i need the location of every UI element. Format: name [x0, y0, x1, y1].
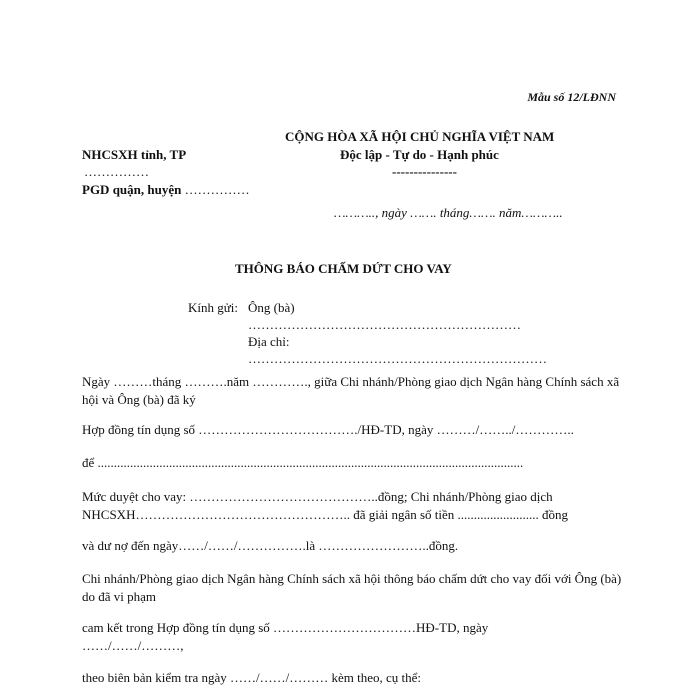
- paragraph-contract-number: Hợp đồng tín dụng số ………………………………./HĐ-TD, ngày ………/……../…………..: [82, 422, 574, 437]
- branch-blank: ……………: [84, 164, 149, 179]
- paragraph-violation-date: ……/……/………,: [82, 638, 184, 653]
- recipient-address-blank: ……………………………………………………………: [248, 351, 547, 366]
- recipient-address-label: Địa chỉ:: [248, 334, 290, 349]
- office-blank: ……………: [184, 182, 250, 197]
- recipient-name-blank: ………………………………………………………: [248, 317, 521, 332]
- office-line: [82, 182, 250, 198]
- recipient-name-label: Ông (bà): [248, 300, 295, 315]
- paragraph-inspection: theo biên bản kiểm tra ngày ……/……/……… kèm theo, cụ thể:: [82, 670, 422, 685]
- office-label: PGD quận, huyện: [82, 182, 182, 197]
- form-code: Mẫu số 12/LĐNN: [527, 90, 616, 104]
- date-line: ……….., ngày ……. tháng……. năm………..: [334, 205, 563, 220]
- paragraph-approved-amount: Mức duyệt cho vay: ……………………………………..đồng; Chi nhánh/Phòng giao dịch NHCSXH………………………………………….. đã giải ngân số tiền ......................... đồng: [82, 489, 569, 522]
- paragraph-violation-contract: cam kết trong Hợp đồng tín dụng số ……………………………HĐ-TD, ngày: [82, 620, 489, 635]
- paragraph-contract-date: Ngày ………tháng ……….năm …………., giữa Chi nhánh/Phòng giao dịch Ngân hàng Chính sách xã hội và Ông (bà) đã ký: [82, 374, 620, 407]
- document-title: THÔNG BÁO CHẤM DỨT CHO VAY: [235, 261, 452, 276]
- country-name: CỘNG HÒA XÃ HỘI CHỦ NGHĨA VIỆT NAM: [285, 129, 555, 144]
- recipient-label: Kính gửi:: [188, 300, 239, 315]
- paragraph-outstanding-debt: và dư nợ đến ngày……/……/…………….là ……………………..đồng.: [82, 538, 459, 553]
- motto: Độc lập - Tự do - Hạnh phúc: [340, 147, 499, 162]
- branch-label: NHCSXH tỉnh, TP: [82, 147, 187, 162]
- motto-rule: ---------------: [392, 164, 457, 179]
- paragraph-termination-notice: Chi nhánh/Phòng giao dịch Ngân hàng Chính sách xã hội thông báo chấm dứt cho vay đối với Ông (bà) do đã vi phạm: [82, 571, 622, 604]
- paragraph-purpose: để ...................................................................................................................................: [82, 455, 524, 470]
